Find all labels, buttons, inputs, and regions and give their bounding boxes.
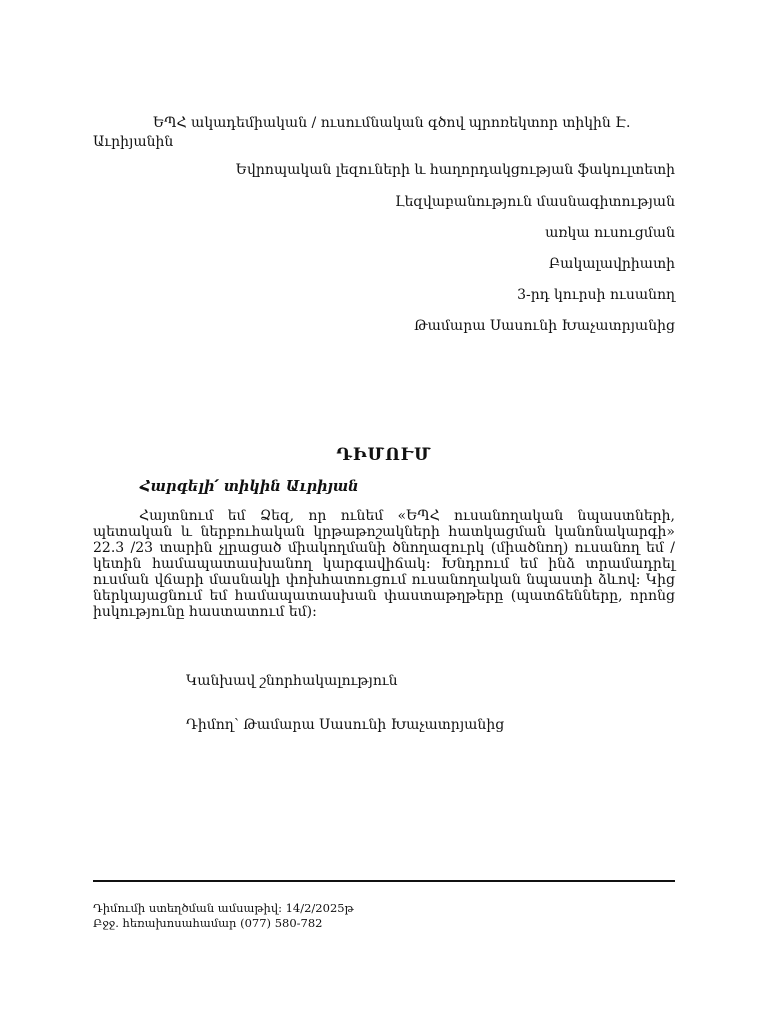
sender-faculty: Եվրոպական լեզուների և հաղորդակցության ֆակուլտետի	[235, 162, 675, 178]
creation-date: Դիմումի ստեղծման ամսաթիվ: 14/2/2025թ	[93, 901, 354, 915]
sender-name: Թամարա Սասունի Խաչատրյանից	[414, 318, 675, 334]
document-title: ԴԻՄՈՒՄ	[336, 445, 432, 465]
addressee-line: ԵՊՀ ակադեմիական / ուսումնական գծով պրոռեկտոր տիկին Է. Աւրիյանին	[93, 115, 631, 150]
phone-number: Բջջ. հեռախոսահամար (077) 580-782	[93, 916, 323, 930]
footer-divider	[93, 880, 675, 882]
sender-study-mode: առկա ուսուցման	[545, 225, 675, 241]
sender-course: 3-րդ կուրսի ուսանող	[517, 287, 675, 303]
closing-line: Կանխավ շնորհակալություն	[186, 673, 398, 689]
salutation: Հարգելի՛ տիկին Աւրիյան	[140, 478, 359, 495]
sender-degree: Բակալավրիատի	[548, 256, 675, 272]
sender-specialty: Լեզվաբանություն մասնագիտության	[395, 194, 675, 210]
signature-line: Դիմող՝ Թամարա Սասունի Խաչատրյանից	[186, 717, 505, 733]
body-paragraph: Հայտնում եմ Ձեզ, որ ունեմ «ԵՊՀ ուսանողական նպաստների, պետական և ներբուհական կրթաթոշակների հատկացման կանոնակարգի» 22.3 /23 տարին չլրացած միակողմանի ծնողազուրկ (միածնող) ուսանող եմ / կետին համապատասխանող կարգավիճակ: Խնդրում եմ ինձ տրամադրել ուսման վճարի մասնակի փոխհատուցում ուսանողական նպաստի ձևով: Կից ներկայացնում եմ համապատասխան փաստաթղթերը (պատճենները, որոնց իսկությունը հաստատում եմ):	[93, 508, 675, 620]
